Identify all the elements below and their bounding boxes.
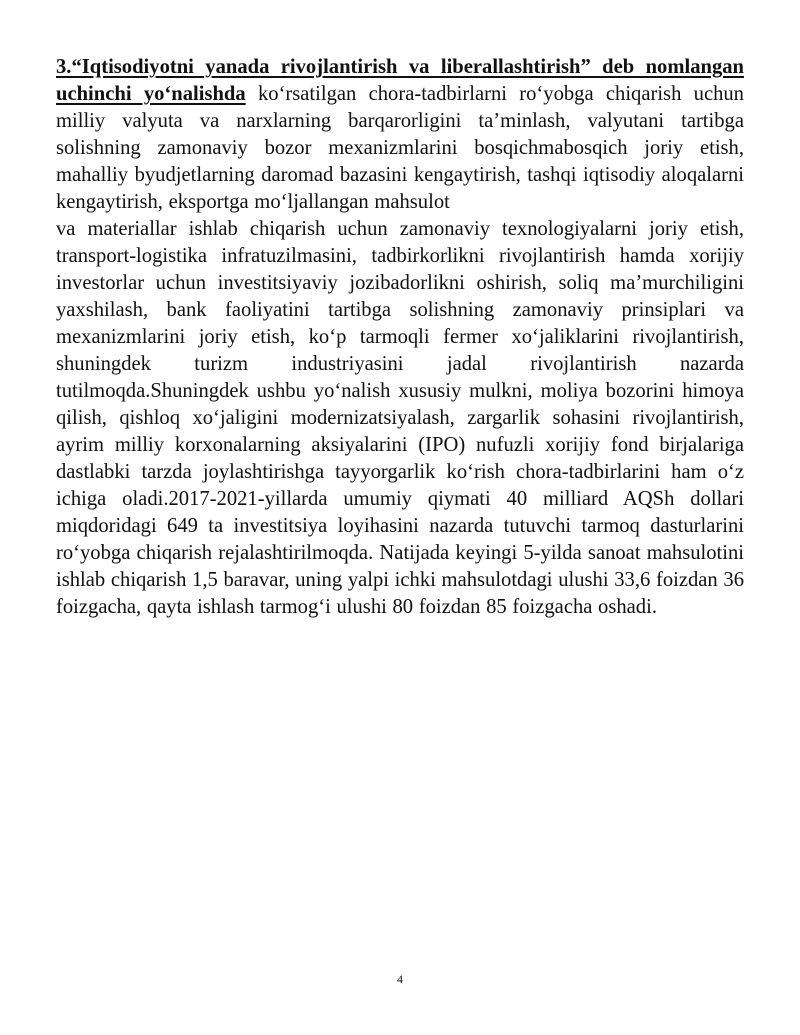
page-number: 4 — [397, 972, 403, 986]
paragraph-1-text: ko‘rsatilgan chora-tadbirlarni ro‘yobga chiqarish uchun milliy valyuta va narxlarning barqarorligini ta’minlash, valyutani tartibga solishning zamonaviy bozor mexanizmlarini bosqichmabosqich joriy etish, mahalliy byudjetlarning daromad bazasini kengaytirish, tashqi iqtisodiy aloqalarni kengaytirish, eksportga mo‘ljallangan mahsulot — [56, 83, 744, 213]
section-heading: 3.“Iqtisodiyotni yanada rivojlantirish va liberallashtirish” deb nomlangan uchinchi yo‘nalishda — [56, 56, 744, 105]
paragraph-1 — [56, 54, 744, 216]
paragraph-2: va materiallar ishlab chiqarish uchun zamonaviy texnologiyalarni joriy etish, transport-logistika infratuzilmasini, tadbirkorlikni rivojlantirish hamda xorijiy investorlar uchun investitsiyaviy jozibadorlikni oshirish, soliq ma’murchiligini yaxshilash, bank faoliyatini tartibga solishning zamonaviy prinsiplari va mexanizmlarini joriy etish, ko‘p tarmoqli fermer xo‘jaliklarini rivojlantirish, shuningdek turizm industriyasini jadal rivojlantirish nazarda tutilmoqda.Shuningdek ushbu yo‘nalish xususiy mulkni, moliya bozorini himoya qilish, qishloq xo‘jaligini modernizatsiyalash, zargarlik sohasini rivojlantirish, ayrim milliy korxonalarning aksiyalarini (IPO) nufuzli xorijiy fond birjalariga dastlabki tarzda joylashtirishga tayyorgarlik ko‘rish chora-tadbirlarini ham o‘z ichiga oladi.2017-2021-yillarda umumiy qiymati 40 milliard AQSh dollari miqdoridagi 649 ta investitsiya loyihasini nazarda tutuvchi tarmoq dasturlarini ro‘yobga chiqarish rejalashtirilmoqda. Natijada keyingi 5-yilda sanoat mahsulotini ishlab chiqarish 1,5 baravar, uning yalpi ichki mahsulotdagi ulushi 33,6 foizdan 36 foizgacha, qayta ishlash tarmog‘i ulushi 80 foizdan 85 foizgacha oshadi. — [56, 218, 744, 618]
document-page — [56, 54, 744, 621]
